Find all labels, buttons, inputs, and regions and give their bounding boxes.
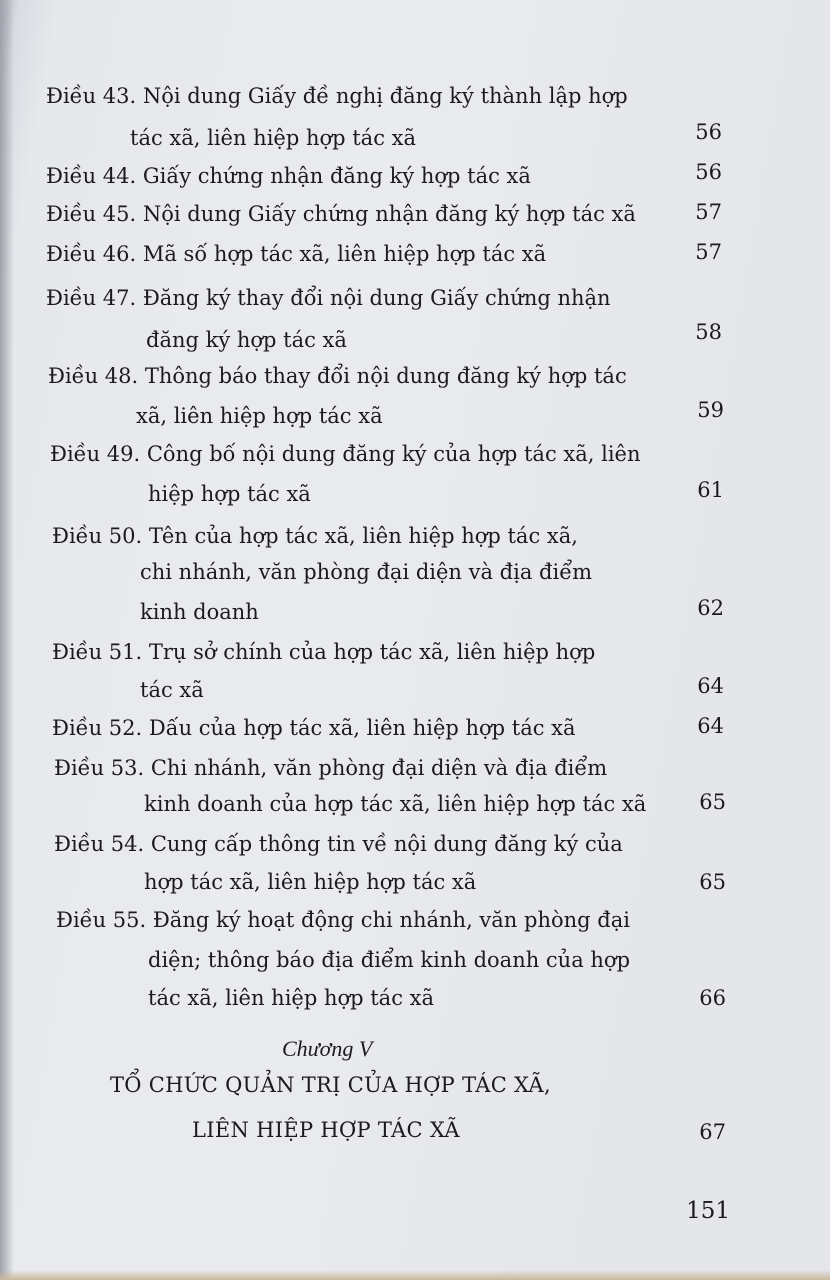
toc-page-number: 56 [695,160,722,184]
toc-entry-continuation: tác xã [140,678,204,702]
toc-entry-heading: Điều 46. Mã số hợp tác xã, liên hiệp hợp tác xã [46,242,547,266]
toc-page-number: 64 [697,674,724,698]
page-bottom-edge [0,1270,830,1280]
toc-entry-heading: Điều 54. Cung cấp thông tin về nội dung đăng ký của [54,832,623,856]
toc-entry-continuation: kinh doanh [140,600,259,624]
toc-page-number: 56 [695,120,722,144]
toc-entry-heading: Điều 55. Đăng ký hoạt động chi nhánh, văn phòng đại [56,908,630,932]
toc-page-number: 65 [699,790,726,814]
toc-entry-continuation: hiệp hợp tác xã [148,482,311,506]
toc-page-number: 65 [699,870,726,894]
chapter-label: Chương V [282,1036,373,1061]
chapter-title-line-1: TỔ CHỨC QUẢN TRỊ CỦA HỢP TÁC XÃ, [110,1073,551,1097]
toc-page-number: 57 [695,240,722,264]
toc-entry-continuation: hợp tác xã, liên hiệp hợp tác xã [144,870,477,894]
toc-page-number: 58 [695,320,722,344]
page-folio: 151 [686,1198,730,1224]
toc-entry-continuation: tác xã, liên hiệp hợp tác xã [130,126,417,150]
toc-page-number: 62 [697,596,724,620]
toc-entry-continuation: kinh doanh của hợp tác xã, liên hiệp hợp tác xã [144,792,647,816]
toc-page-number: 66 [699,986,726,1010]
toc-entry-heading: Điều 52. Dấu của hợp tác xã, liên hiệp hợp tác xã [52,716,576,740]
toc-entry-continuation: tác xã, liên hiệp hợp tác xã [148,986,435,1010]
toc-page-number: 64 [697,714,724,738]
toc-entry-continuation: xã, liên hiệp hợp tác xã [136,404,383,428]
toc-entry-heading: Điều 50. Tên của hợp tác xã, liên hiệp hợp tác xã, [52,524,578,548]
toc-entry-continuation: chi nhánh, văn phòng đại diện và địa điểm [140,560,593,584]
toc-entry-continuation: đăng ký hợp tác xã [146,328,347,352]
toc-page-number: 59 [697,398,724,422]
toc-entry-continuation: diện; thông báo địa điểm kinh doanh của hợp [148,948,631,972]
toc-page-number: 57 [695,200,722,224]
toc-entry-heading: Điều 44. Giấy chứng nhận đăng ký hợp tác xã [46,164,531,188]
toc-page-number: 61 [697,478,724,502]
toc-entry-heading: Điều 49. Công bố nội dung đăng ký của hợp tác xã, liên [50,442,641,466]
toc-entry-heading: Điều 47. Đăng ký thay đổi nội dung Giấy chứng nhận [46,286,611,310]
toc-entry-heading: Điều 53. Chi nhánh, văn phòng đại diện và địa điểm [54,756,608,780]
toc-entry-heading: Điều 48. Thông báo thay đổi nội dung đăng ký hợp tác [48,364,627,388]
toc-entry-heading: Điều 51. Trụ sở chính của hợp tác xã, liên hiệp hợp [52,640,596,664]
toc-entry-heading: Điều 45. Nội dung Giấy chứng nhận đăng ký hợp tác xã [46,202,636,226]
toc-entry-heading: Điều 43. Nội dung Giấy đề nghị đăng ký thành lập hợp [46,84,628,108]
chapter-title-line-2: LIÊN HIỆP HỢP TÁC XÃ [192,1118,460,1142]
chapter-page-number: 67 [699,1120,726,1144]
